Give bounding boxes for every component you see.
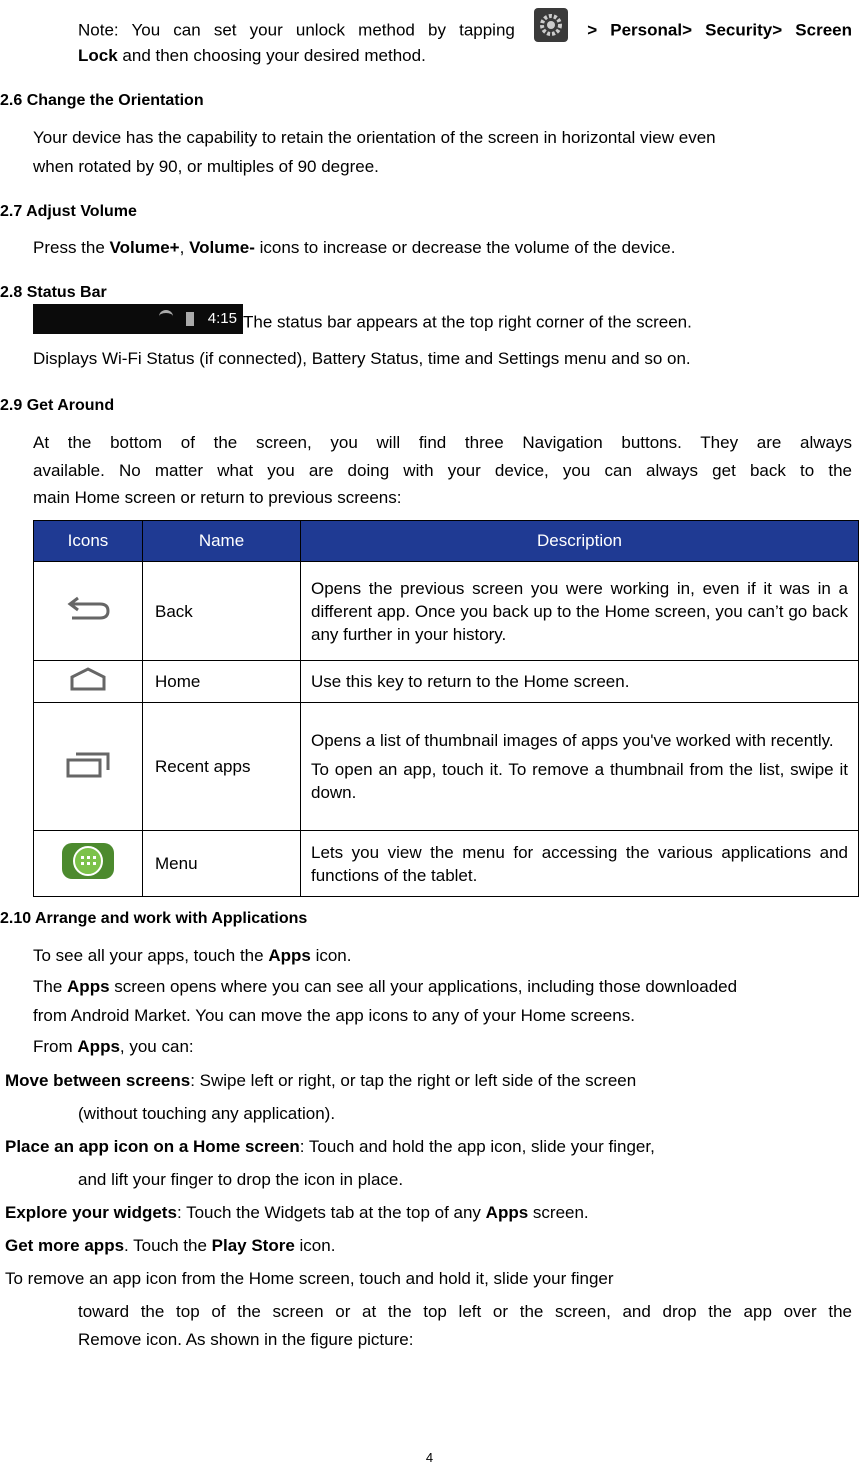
s29-line3: main Home screen or return to previous screens: bbox=[33, 488, 402, 507]
row-name: Menu bbox=[143, 831, 301, 897]
note-line-1 bbox=[78, 14, 852, 48]
battery-icon bbox=[186, 312, 194, 326]
heading-2-6: 2.6 Change the Orientation bbox=[0, 92, 204, 109]
note-path: > Personal> Security> Screen bbox=[587, 20, 852, 40]
settings-gear-icon bbox=[534, 8, 568, 42]
table-row bbox=[34, 661, 859, 703]
row-description: Opens a list of thumbnail images of apps you've worked with recently. bbox=[311, 731, 834, 750]
move-between-screens-line: Move between screens: Swipe left or right, or tap the right or left side of the screen bbox=[5, 1071, 637, 1090]
header-name: Name bbox=[143, 521, 301, 562]
place-app-icon-line: Place an app icon on a Home screen: Touch and hold the app icon, slide your finger, bbox=[5, 1137, 655, 1156]
row-description: Use this key to return to the Home screen. bbox=[301, 661, 859, 703]
table-row bbox=[34, 562, 859, 661]
volume-plus-label: Volume+ bbox=[109, 238, 180, 257]
status-bar-image bbox=[33, 304, 243, 334]
s210-line3: from Android Market. You can move the app icons to any of your Home screens. bbox=[33, 1006, 635, 1025]
row-name: Recent apps bbox=[143, 703, 301, 831]
note-lock: Lock bbox=[78, 46, 118, 65]
row-description: Lets you view the menu for accessing the various applications and functions of the tablet. bbox=[301, 831, 859, 897]
recent-apps-icon bbox=[64, 765, 112, 784]
s210-line4: From Apps, you can: bbox=[33, 1037, 194, 1056]
row-description: Opens the previous screen you were working in, even if it was in a different app. Once you back up to the Home screen, you can’t go back any further in your history. bbox=[301, 562, 859, 661]
place-app-icon-line2: and lift your finger to drop the icon in place. bbox=[78, 1170, 404, 1189]
heading-2-7: 2.7 Adjust Volume bbox=[0, 203, 137, 220]
s26-line2: when rotated by 90, or multiples of 90 degree. bbox=[33, 157, 379, 176]
explore-widgets-line: Explore your widgets: Touch the Widgets tab at the top of any Apps screen. bbox=[5, 1203, 589, 1222]
row-description-2: To open an app, touch it. To remove a thumbnail from the list, swipe it down. bbox=[311, 760, 848, 802]
s210-line1: To see all your apps, touch the Apps icon. bbox=[33, 946, 352, 965]
row-name: Back bbox=[143, 562, 301, 661]
back-arrow-icon bbox=[64, 607, 112, 626]
heading-2-8: 2.8 Status Bar bbox=[0, 284, 107, 301]
home-icon bbox=[68, 676, 108, 695]
s29-line2: available. No matter what you are doing with your device, you can always get back to the bbox=[33, 461, 852, 480]
move-between-screens-line2: (without touching any application). bbox=[78, 1104, 336, 1123]
menu-grid-icon bbox=[60, 866, 116, 885]
header-description: Description bbox=[301, 521, 859, 562]
heading-2-9: 2.9 Get Around bbox=[0, 397, 115, 414]
s26-line1: Your device has the capability to retain the orientation of the screen in horizontal view even bbox=[33, 128, 716, 147]
s27-line: Press the Volume+, Volume- icons to increase or decrease the volume of the device. bbox=[33, 238, 676, 257]
note-suffix: and then choosing your desired method. bbox=[122, 46, 426, 65]
header-icons: Icons bbox=[34, 521, 143, 562]
navigation-buttons-table bbox=[33, 520, 859, 897]
get-more-apps-line: Get more apps. Touch the Play Store icon. bbox=[5, 1236, 336, 1255]
note-line-2 bbox=[78, 44, 426, 68]
table-row bbox=[34, 831, 859, 897]
s28-line1: 4:15 The status bar appears at the top right corner of the screen. bbox=[33, 308, 692, 338]
table-header-row bbox=[34, 521, 859, 562]
status-time: 4:15 bbox=[207, 310, 237, 327]
heading-2-10: 2.10 Arrange and work with Applications bbox=[0, 910, 308, 927]
table-row bbox=[34, 703, 859, 831]
s29-line1: At the bottom of the screen, you will find three Navigation buttons. They are always bbox=[33, 433, 852, 452]
remove-line2: toward the top of the screen or at the top left or the screen, and drop the app over the bbox=[78, 1302, 852, 1321]
row-name: Home bbox=[143, 661, 301, 703]
page-number: 4 bbox=[425, 1450, 434, 1465]
s210-line2: The Apps screen opens where you can see all your applications, including those downloaded bbox=[33, 977, 738, 996]
note-prefix: Note: You can set your unlock method by tapping bbox=[78, 20, 515, 40]
volume-minus-label: Volume- bbox=[189, 238, 255, 257]
remove-line1: To remove an app icon from the Home screen, touch and hold it, slide your finger bbox=[5, 1269, 614, 1288]
s28-line2: Displays Wi-Fi Status (if connected), Battery Status, time and Settings menu and so on. bbox=[33, 349, 691, 368]
remove-line3: Remove icon. As shown in the figure picture: bbox=[78, 1330, 414, 1349]
wifi-icon bbox=[159, 310, 173, 323]
